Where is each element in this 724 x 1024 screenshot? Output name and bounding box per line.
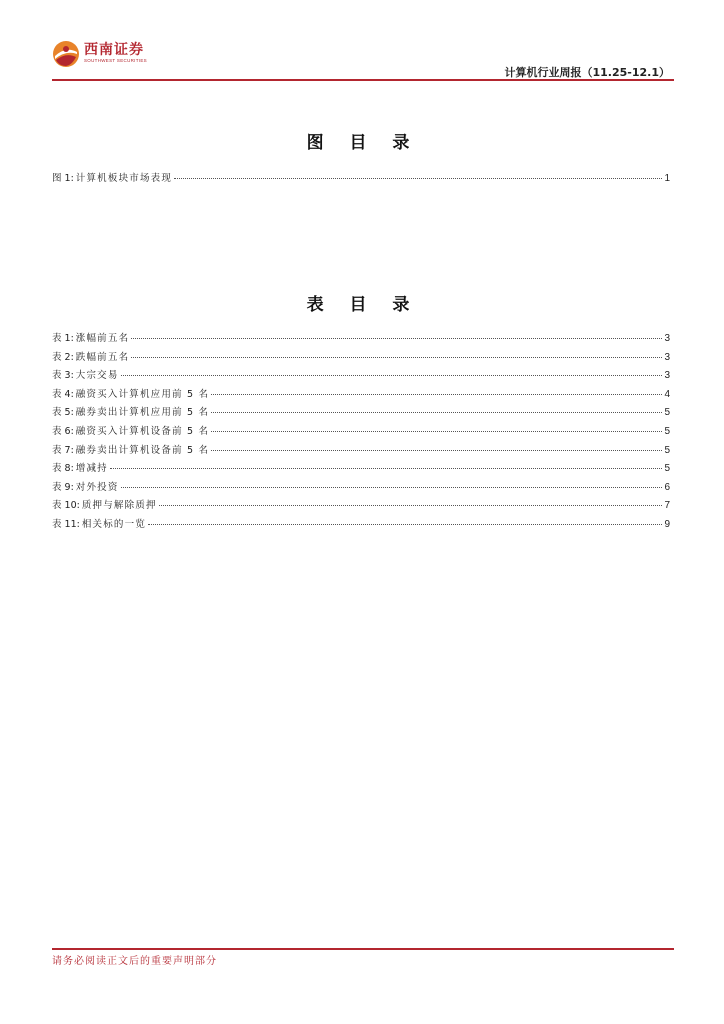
toc-entry-title: 计算机板块市场表现	[75, 173, 173, 184]
toc-leader-dots	[148, 524, 662, 525]
toc-entry[interactable]	[52, 349, 670, 368]
header-divider	[52, 79, 674, 81]
toc-entry-label: 表 2:	[52, 351, 74, 363]
toc-entry-label: 表 11:	[52, 518, 80, 530]
toc-entry-page: 6	[664, 481, 670, 493]
toc-leader-dots	[131, 357, 662, 358]
toc-entry-page: 5	[664, 425, 670, 437]
toc-entry-title: 融券卖出计算机设备前 5 名	[75, 444, 210, 456]
toc-entry-title: 大宗交易	[75, 370, 119, 382]
toc-entry-page: 9	[664, 518, 670, 530]
toc-entry-label: 表 3:	[52, 370, 74, 382]
toc-entry[interactable]	[52, 367, 670, 386]
toc-entry-page: 3	[664, 333, 670, 344]
toc-entry-page: 3	[664, 370, 670, 382]
company-logo	[52, 40, 147, 68]
toc-entry[interactable]	[52, 423, 670, 442]
figures-toc-list	[52, 170, 670, 189]
toc-leader-dots	[211, 394, 662, 395]
toc-entry[interactable]	[52, 460, 670, 479]
toc-entry-page: 4	[664, 388, 670, 400]
toc-entry[interactable]	[52, 170, 670, 189]
toc-leader-dots	[159, 505, 663, 506]
toc-entry-page: 5	[664, 407, 670, 419]
toc-entry-title: 融券卖出计算机应用前 5 名	[75, 407, 210, 419]
toc-entry[interactable]	[52, 497, 670, 516]
toc-entry-title: 涨幅前五名	[75, 333, 130, 344]
toc-entry-title: 融资买入计算机应用前 5 名	[75, 388, 210, 400]
toc-entry-label: 表 7:	[52, 444, 74, 456]
toc-entry-label: 表 8:	[52, 463, 74, 475]
tables-toc-list	[52, 330, 670, 535]
toc-entry[interactable]	[52, 404, 670, 423]
toc-leader-dots	[211, 412, 662, 413]
toc-entry-title: 对外投资	[75, 481, 119, 493]
toc-entry-label: 图 1:	[52, 173, 74, 184]
toc-entry-page: 3	[664, 351, 670, 363]
toc-entry-label: 表 6:	[52, 425, 74, 437]
toc-entry-label: 表 4:	[52, 388, 74, 400]
toc-entry-title: 跌幅前五名	[75, 351, 130, 363]
toc-entry[interactable]	[52, 330, 670, 349]
page-header	[52, 40, 674, 80]
tables-toc-heading: 表 目 录	[306, 295, 420, 315]
toc-entry-page: 1	[664, 173, 670, 184]
toc-entry-label: 表 9:	[52, 481, 74, 493]
logo-chinese-name: 西南证券	[84, 42, 144, 58]
toc-leader-dots	[131, 338, 662, 339]
footer-disclaimer: 请务必阅读正文后的重要声明部分	[52, 956, 217, 967]
toc-entry[interactable]	[52, 516, 670, 535]
toc-entry-title: 融资买入计算机设备前 5 名	[75, 425, 210, 437]
toc-leader-dots	[110, 468, 663, 469]
report-title: 计算机行业周报（11.25-12.1）	[504, 66, 670, 79]
toc-entry-label: 表 10:	[52, 500, 80, 512]
toc-entry[interactable]	[52, 386, 670, 405]
toc-entry-title: 质押与解除质押	[81, 500, 157, 512]
toc-entry-title: 增减持	[75, 463, 108, 475]
figures-toc-heading: 图 目 录	[306, 133, 420, 153]
logo-english-name: SOUTHWEST SECURITIES	[84, 58, 147, 63]
toc-entry-label: 表 5:	[52, 407, 74, 419]
toc-leader-dots	[121, 375, 663, 376]
toc-leader-dots	[174, 178, 662, 179]
footer-divider	[52, 948, 674, 950]
toc-entry[interactable]	[52, 479, 670, 498]
toc-entry-page: 5	[664, 444, 670, 456]
toc-entry[interactable]	[52, 442, 670, 461]
toc-entry-page: 5	[664, 463, 670, 475]
toc-entry-title: 相关标的一览	[81, 518, 147, 530]
toc-leader-dots	[121, 487, 663, 488]
toc-leader-dots	[211, 450, 662, 451]
logo-emblem-icon	[52, 40, 80, 68]
toc-leader-dots	[211, 431, 662, 432]
toc-entry-label: 表 1:	[52, 333, 74, 344]
toc-entry-page: 7	[664, 500, 670, 512]
